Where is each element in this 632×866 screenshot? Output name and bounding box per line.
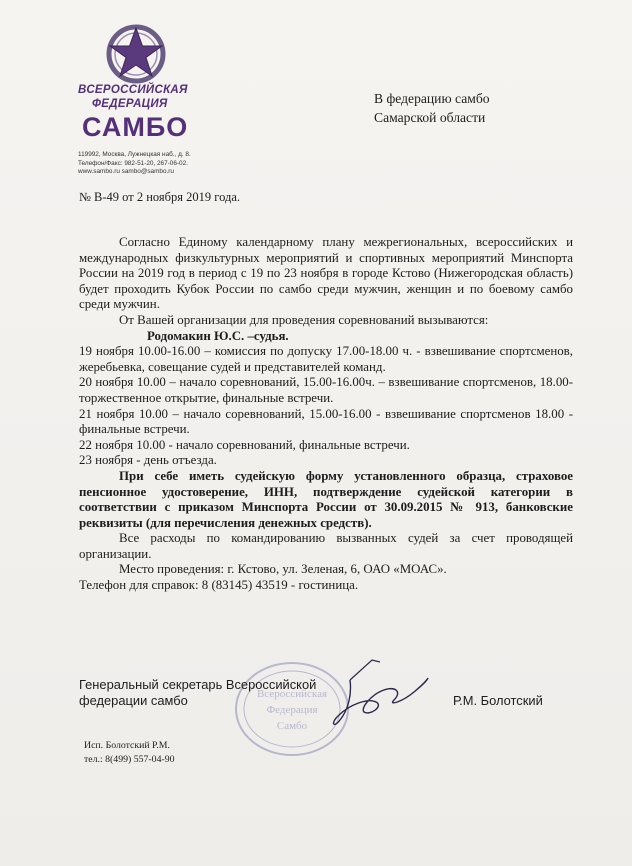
schedule-item: 21 ноября 10.00 – начало соревнований, 15.00-16.00 - взвешивание спортсменов 18.00 - финальные встречи.: [79, 406, 573, 437]
required-documents-paragraph: При себе иметь судейскую форму установленного образца, страховое пенсионное удостоверение, ИНН, подтверждение судейской категории в соответствии с приказом Минспорта России от 30.09.2015 № 913, банковские реквизиты (для перечисления денежных средств).: [79, 468, 573, 530]
judge-name: Родомакин Ю.С. –судья.: [147, 328, 289, 343]
logo-text-line1: ВСЕРОССИЙСКАЯ: [78, 84, 188, 96]
recipient-line1: В федерацию самбо: [374, 91, 490, 106]
signatory-name: Р.М. Болотский: [453, 693, 543, 708]
handwritten-signature: [310, 650, 430, 740]
summon-paragraph: От Вашей организации для проведения соревнований вызываются:: [119, 312, 489, 327]
star-emblem-icon: [106, 24, 166, 84]
schedule-item: 19 ноября 10.00-16.00 – комиссия по допуску 17.00-18.00 ч. - взвешивание спортсменов, жеребьевка, совещание судей и представителей команд.: [79, 344, 573, 374]
executor-phone: тел.: 8(499) 557-04-90: [84, 754, 175, 765]
stamp-text: Всероссийская: [256, 688, 328, 700]
phone-fax-line: Телефон/Факс: 982-51-20, 267-06-02.: [78, 159, 188, 167]
phone-paragraph: Телефон для справок: 8 (83145) 43519 - гостиница.: [79, 578, 359, 593]
recipient-line2: Самарской области: [374, 110, 486, 125]
stamp-text: Самбо: [276, 720, 308, 732]
intro-paragraph: Согласно Единому календарному плану межрегиональных, всероссийских и международных физкультурных мероприятий и спортивных мероприятий Минспорта России на 2019 год в период с 19 по 23 ноября в городе Кстово (Нижегородская область) будет проходить Кубок России по самбо среди мужчин, женщин и по боевому самбо среди мужчин.: [79, 235, 573, 312]
signatory-title: [79, 677, 316, 709]
recipient-block: [374, 89, 490, 127]
logo-text-line2: ФЕДЕРАЦИЯ: [92, 98, 168, 110]
signatory-title-line2: федерации самбо: [79, 693, 188, 708]
letter-body: [79, 235, 573, 594]
schedule-item: 20 ноября 10.00 – начало соревнований, 15.00-16.00ч. – взвешивание спортсменов, 18.00- торжественное открытие, финальные встречи.: [79, 375, 573, 405]
expenses-paragraph: Все расходы по командированию вызванных судей за счет проводящей организации.: [79, 531, 573, 561]
schedule-item: 22 ноября 10.00 - начало соревнований, финальные встречи.: [79, 437, 410, 452]
venue-paragraph: Место проведения: г. Кстово, ул. Зеленая, 6, ОАО «МОАС».: [119, 562, 447, 577]
web-email-line: www.sambo.ru sambo@sambo.ru: [78, 168, 174, 176]
signatory-title-line1: Генеральный секретарь Всероссийской: [79, 677, 317, 692]
logo-text-sambo: САМБО: [82, 112, 189, 142]
document-reference: № В-49 от 2 ноября 2019 года.: [79, 190, 241, 204]
executor-name: Исп. Болотский Р.М.: [84, 740, 170, 751]
address-line: 119992, Москва, Лужнецкая наб., д. 8.: [78, 151, 191, 158]
sambo-federation-logo: [78, 24, 248, 184]
federation-address: [78, 151, 253, 177]
stamp-text: Федерация: [266, 704, 318, 716]
schedule-item: 23 ноября - день отъезда.: [79, 453, 217, 468]
executor-block: [84, 739, 175, 767]
